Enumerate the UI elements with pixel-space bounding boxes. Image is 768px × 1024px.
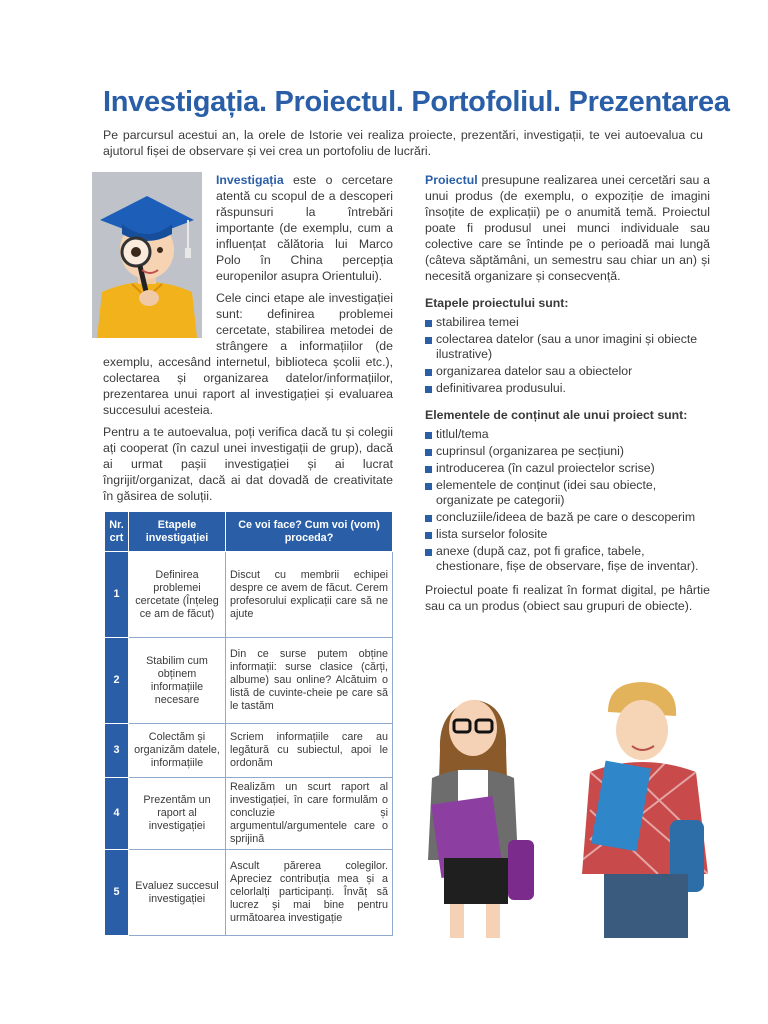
list-item: introducerea (în cazul proiectelor scrise): [425, 461, 710, 476]
project-section: [425, 172, 710, 614]
list-item: definitivarea produsului.: [425, 381, 710, 396]
list-item: organizarea datelor sau a obiectelor: [425, 364, 710, 379]
list-item: anexe (după caz, pot fi grafice, tabele, chestionare, fișe de observare, fișe de inventar).: [425, 544, 710, 574]
list-item: colectarea datelor (sau a unor imagini și obiecte ilustrative): [425, 332, 710, 362]
project-elements-heading: Elementele de conținut ale unui proiect sunt:: [425, 408, 688, 422]
investigation-section: [103, 172, 393, 504]
table-row: 1 Definirea problemei cercetate (Înțeleg ce am de făcut) Discut cu membrii echipei despre ce avem de făcut. Cerem profesorului explicații care să ne ajute: [105, 552, 393, 638]
investigation-definition: Investigația este o cercetare atentă cu scopul de a descoperi răspunsuri la întrebări importante (de exemplu, cum a influențat călătoria lui Marco Polo în China percepția europenilor asupra Orientului).: [216, 173, 393, 283]
project-closing-text: Proiectul poate fi realizat în format digital, pe hârtie sau ca un produs (obiect sau grupuri de obiecte).: [425, 583, 710, 613]
self-evaluation-text: Pentru a te autoevalua, poți verifica dacă tu și colegii ați cooperat (în cazul unei investigații de grup), dacă ai urmat pașii investigației și ai lucrat îngrijit/organizat, dacă ai dat dovadă de creativitate în găsirea de soluții.: [103, 425, 393, 503]
table-row: 3 Colectăm și organizăm datele, informațiile Scriem informațiile care au legătură cu subiectul, apoi le ordonăm: [105, 724, 393, 778]
investigation-keyword: Investigația: [216, 173, 284, 187]
list-item: concluziile/ideea de bază pe care o descoperim: [425, 510, 710, 525]
header-stages: Etapele investigației: [129, 512, 226, 552]
table-row: 2 Stabilim cum obținem informațiile necesare Din ce surse putem obține informații: surse clasice (cărți, albume) sau online? Alcătuim o listă de cuvinte-cheie pe care să le tastăm: [105, 638, 393, 724]
header-nr: Nr. crt: [105, 512, 129, 552]
list-item: titlul/tema: [425, 427, 710, 442]
project-elements-list: [425, 427, 710, 574]
list-item: lista surselor folosite: [425, 527, 710, 542]
list-item: cuprinsul (organizarea pe secțiuni): [425, 444, 710, 459]
investigation-steps-table: [104, 511, 393, 936]
list-item: stabilirea temei: [425, 315, 710, 330]
table-row: 4 Prezentăm un raport al investigației Realizăm un scurt raport al investigației, în care formulăm o concluzie și argumentul/argumentele care o sprijină: [105, 778, 393, 850]
students-with-folders-photo: [418, 660, 718, 938]
project-stages-heading: Etapele proiectului sunt:: [425, 296, 569, 310]
header-actions: Ce voi face? Cum voi (vom) proceda?: [226, 512, 393, 552]
project-stages-list: [425, 315, 710, 396]
investigation-stages-text: Cele cinci etape ale investigației sunt: definirea problemei cercetate, stabilirea metodei de strângere a informațiilor (de exemplu, accesând internetul, biblioteca școlii etc.), colectarea și organizarea datelor/informațiilor, prezentarea unui raport al investigației și evaluarea succesului acesteia.: [103, 291, 393, 417]
project-keyword: Proiectul: [425, 173, 478, 187]
project-definition: Proiectul presupune realizarea unei cercetări sau a unui produs (de exemplu, o expoziție de imagini însoțite de explicații) pe o anumită temă. Proiectul poate fi produsul unei munci individuale sau colective care se întinde pe o perioadă mai lungă (câteva săptămâni, un semestru sau chiar un an) și necesită organizare și consecvență.: [425, 173, 710, 283]
list-item: elementele de conținut (idei sau obiecte, organizate pe categorii): [425, 478, 710, 508]
page-title: Investigația. Proiectul. Portofoliul. Prezentarea: [103, 86, 730, 118]
table-row: 5 Evaluez succesul investigației Ascult părerea colegilor. Apreciez contribuția mea și a celorlalți participanți. Învăț să lucrez și mai bine pentru următoarea investigație: [105, 850, 393, 936]
intro-paragraph: Pe parcursul acestui an, la orele de Istorie vei realiza proiecte, prezentări, investigații, te vei autoevalua cu ajutorul fișei de observare și vei crea un portofoliu de lucrări.: [103, 128, 703, 158]
